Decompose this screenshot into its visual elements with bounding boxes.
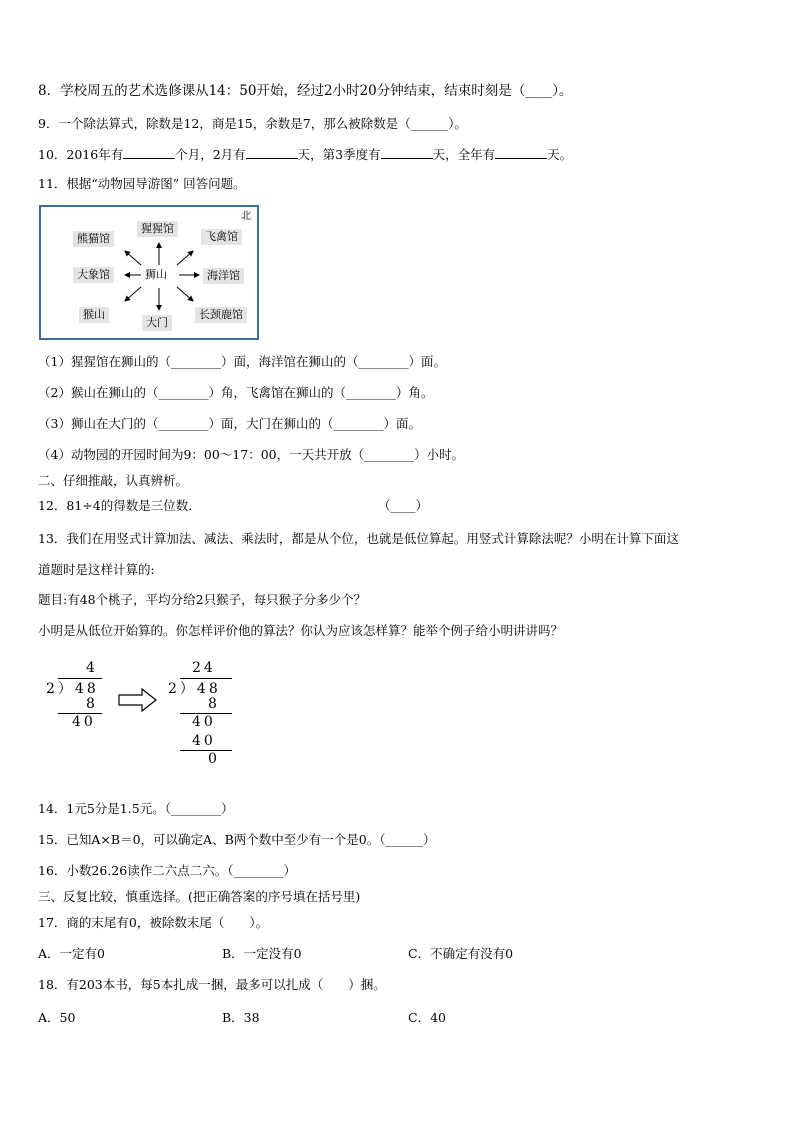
question-15: 15．已知A×B＝0，可以确定A、B两个数中至少有一个是0。（______） (38, 832, 436, 847)
map-elephant-hall: 大象馆 (73, 267, 114, 283)
left-product-1: 8 (86, 696, 98, 712)
question-11: 11．根据“动物园导游图” 回答问题。 (38, 176, 246, 191)
arrow-northeast (177, 251, 193, 265)
q18-option-c[interactable]: C．40 (408, 1010, 446, 1025)
q10-text-d: 天，全年有 (432, 147, 496, 162)
north-indicator: 北 (241, 211, 251, 222)
right-product-2: 40 (192, 733, 216, 749)
right-dividend-row: 2）48 (168, 681, 221, 697)
q18-option-a[interactable]: A．50 (38, 1010, 76, 1025)
left-quotient: 4 (86, 660, 98, 676)
q10-blank-feb-days[interactable] (246, 146, 298, 159)
question-14: 14．1元5分是1.5元。（________） (38, 801, 234, 816)
question-9: 9．一个除法算式，除数是12，商是15，余数是7，那么被除数是（______）。 (38, 116, 467, 131)
left-dividend-row: 2）48 (46, 681, 99, 697)
arrow-southeast (177, 287, 193, 301)
section-3-heading: 三、反复比较，慎重选择。(把正确答案的序号填在括号里) (38, 889, 361, 904)
q17-option-a[interactable]: A．一定有0 (38, 946, 105, 961)
question-12-blank[interactable]: （____） (378, 498, 429, 513)
right-remainder: 0 (208, 751, 220, 767)
section-2-heading: 二、仔细推敲，认真辨析。 (38, 473, 189, 488)
q10-text-c: 天，第3季度有 (297, 147, 381, 162)
map-panda-hall: 熊猫馆 (73, 231, 114, 247)
map-monkey-hill: 猴山 (79, 307, 109, 323)
q10-text-a: 10．2016年有 (38, 147, 124, 162)
map-orangutan-hall: 猩猩馆 (137, 221, 178, 237)
q10-blank-year-days[interactable] (495, 146, 547, 159)
question-13-line1: 13．我们在用竖式计算加法、减法、乘法时，都是从个位，也就是低位算起。用竖式计算除法呢？小明在计算下面这 (38, 531, 679, 546)
question-13-line2: 道题时是这样计算的: (38, 562, 155, 577)
right-bar-3 (180, 750, 232, 751)
q10-text-e: 天。 (547, 147, 573, 162)
question-11-3: （3）狮山在大门的（________）面，大门在狮山的（________）面。 (38, 416, 421, 431)
q10-blank-q3-days[interactable] (381, 146, 433, 159)
map-ocean-hall: 海洋馆 (203, 268, 244, 284)
q10-blank-months[interactable] (123, 146, 175, 159)
question-16: 16．小数26.26读作二六点二六。（________） (38, 863, 296, 878)
question-17: 17．商的末尾有0，被除数末尾（ ）。 (38, 915, 269, 930)
arrow-northwest (125, 251, 141, 265)
question-13-prompt: 小明是从低位开始算的。你怎样评价他的算法？你认为应该怎样算？能举个例子给小明讲讲吗？ (38, 623, 564, 638)
question-11-2: （2）猴山在狮山的（________）角，飞禽馆在狮山的（________）角。 (38, 385, 434, 400)
question-11-4: （4）动物园的开园时间为9：00～17：00，一天共开放（________）小时。 (38, 447, 465, 462)
question-8: 8．学校周五的艺术选修课从14：50开始，经过2小时20分钟结束，结束时刻是（____）。 (38, 83, 573, 99)
arrow-southwest (125, 287, 141, 301)
division-left (44, 656, 114, 736)
question-10 (38, 146, 572, 163)
q17-option-c[interactable]: C．不确定有没有0 (408, 946, 514, 961)
map-lion-hill: 狮山 (145, 268, 167, 281)
q18-option-b[interactable]: B．38 (222, 1010, 260, 1025)
transform-arrow-icon (118, 688, 158, 712)
question-18: 18．有203本书，每5本扎成一捆，最多可以扎成（ ）捆。 (38, 977, 386, 992)
q10-text-b: 个月，2月有 (175, 147, 246, 162)
right-partial: 40 (192, 714, 216, 730)
question-11-1: （1）猩猩馆在狮山的（________）面，海洋馆在狮山的（________）面。 (38, 354, 446, 369)
question-12: 12．81÷4的得数是三位数． (38, 498, 201, 513)
division-right (166, 656, 246, 771)
left-product-2: 40 (72, 714, 96, 730)
map-main-gate: 大门 (142, 315, 172, 331)
map-bird-hall: 飞禽馆 (201, 229, 242, 245)
q17-option-b[interactable]: B．一定没有0 (222, 946, 302, 961)
map-giraffe-hall: 长颈鹿馆 (195, 307, 247, 323)
right-product-1: 8 (208, 696, 220, 712)
zoo-map (39, 205, 259, 340)
question-13-problem: 题目:有48个桃子，平均分给2只猴子，每只猴子分多少个？ (38, 592, 367, 607)
right-quotient: 24 (192, 660, 216, 676)
